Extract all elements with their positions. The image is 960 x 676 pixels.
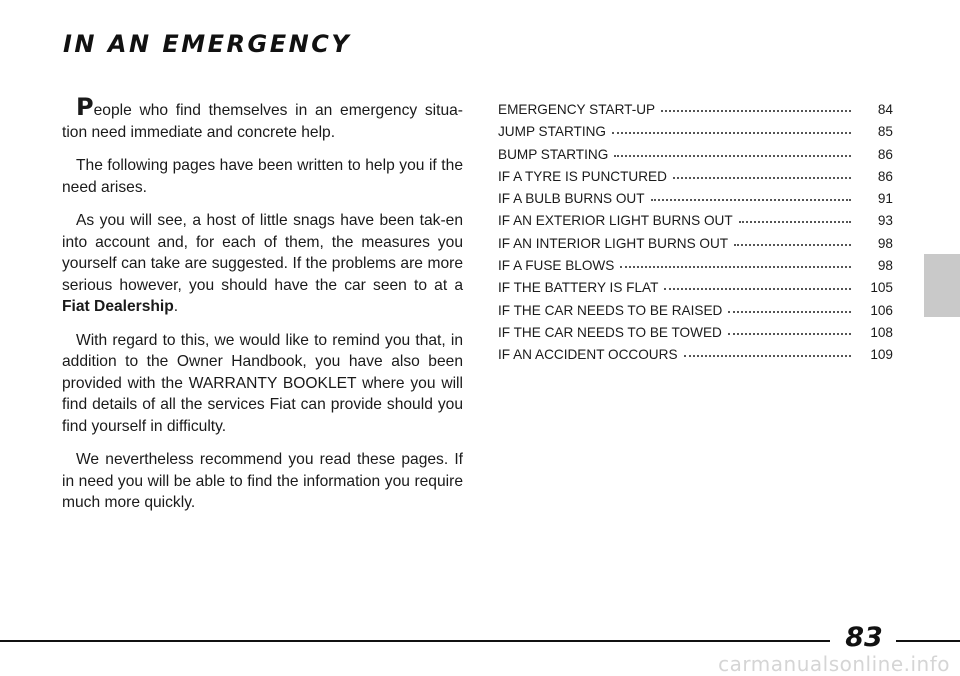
- toc-leader-dots: [651, 189, 851, 201]
- toc-entry-page: 86: [877, 168, 893, 184]
- section-side-tab: [924, 254, 960, 317]
- intro-paragraph-3-end: .: [173, 298, 179, 315]
- toc-entry-label: IF A TYRE IS PUNCTURED: [498, 168, 667, 184]
- toc-entry-page: 109: [870, 347, 893, 363]
- toc-entry-page: 108: [870, 324, 893, 340]
- toc-entry-label: IF THE CAR NEEDS TO BE RAISED: [498, 302, 723, 318]
- toc-entry-page: 93: [877, 213, 893, 229]
- toc-entry[interactable]: [498, 213, 893, 235]
- toc-leader-dots: [739, 211, 851, 223]
- toc-entry[interactable]: [498, 102, 893, 124]
- toc-leader-dots: [728, 323, 851, 335]
- footer-rule-right: [896, 640, 960, 642]
- toc-entry-page: 86: [877, 146, 893, 162]
- intro-paragraph-1-text: eople who find themselves in an emergency situa-tion need immediate and concrete help.: [62, 102, 463, 141]
- toc-leader-dots: [673, 167, 851, 179]
- toc-entry[interactable]: [498, 236, 893, 258]
- toc-entry-label: IF A BULB BURNS OUT: [498, 191, 645, 207]
- toc-entry[interactable]: [498, 280, 893, 302]
- dealership-emphasis: Fiat Dealership: [62, 298, 174, 315]
- toc-entry-label: IF A FUSE BLOWS: [498, 258, 615, 274]
- toc-entry-label: BUMP STARTING: [498, 146, 609, 162]
- toc-leader-dots: [612, 122, 851, 134]
- intro-paragraph-1: [62, 93, 463, 143]
- intro-paragraph-2: The following pages have been written to help you if the need arises.: [62, 157, 463, 196]
- toc-entry[interactable]: [498, 303, 893, 325]
- page-number: 83: [845, 622, 883, 653]
- page-title: IN AN EMERGENCY: [63, 30, 352, 58]
- intro-paragraph-5: We nevertheless recommend you read these pages. If in need you will be able to find the information you require much more quickly.: [62, 451, 463, 511]
- table-of-contents: [498, 102, 893, 370]
- toc-entry-label: JUMP STARTING: [498, 124, 607, 140]
- toc-entry[interactable]: [498, 124, 893, 146]
- toc-leader-dots: [614, 145, 851, 157]
- toc-leader-dots: [664, 278, 851, 290]
- toc-leader-dots: [728, 301, 851, 313]
- toc-entry-label: IF AN ACCIDENT OCCOURS: [498, 347, 678, 363]
- toc-entry-page: 106: [870, 302, 893, 318]
- toc-entry-label: IF AN INTERIOR LIGHT BURNS OUT: [498, 235, 729, 251]
- toc-entry-page: 98: [877, 235, 893, 251]
- intro-paragraph-3-text: As you will see, a host of little snags have been tak-en into account and, for each of them, the measures you yourself can take are suggested. If the problems are more serious however, you should have the car seen to at a: [62, 212, 463, 294]
- toc-leader-dots: [661, 100, 851, 112]
- intro-paragraph-3: [62, 210, 463, 318]
- toc-entry-page: 84: [877, 102, 893, 117]
- toc-entry-label: EMERGENCY START-UP: [498, 102, 656, 117]
- toc-entry-page: 105: [870, 280, 893, 296]
- toc-entry-page: 91: [877, 191, 893, 207]
- toc-entry-label: IF THE BATTERY IS FLAT: [498, 280, 659, 296]
- toc-leader-dots: [684, 345, 851, 357]
- toc-entry[interactable]: [498, 191, 893, 213]
- watermark: carmanualsonline.info: [718, 652, 950, 676]
- toc-entry[interactable]: [498, 347, 893, 369]
- toc-leader-dots: [620, 256, 851, 268]
- toc-entry[interactable]: [498, 147, 893, 169]
- intro-paragraph-4: With regard to this, we would like to remind you that, in addition to the Owner Handbook, you have also been provided with the WARRANTY BOOKLET where you will find details of all the services Fiat can provide should you find yourself in difficulty.: [62, 331, 463, 435]
- toc-entry-label: IF THE CAR NEEDS TO BE TOWED: [498, 324, 722, 340]
- toc-leader-dots: [734, 234, 851, 246]
- drop-cap: P: [76, 93, 94, 121]
- toc-entry-page: 85: [877, 124, 893, 140]
- toc-entry[interactable]: [498, 258, 893, 280]
- toc-entry-page: 98: [877, 258, 893, 274]
- toc-entry-label: IF AN EXTERIOR LIGHT BURNS OUT: [498, 213, 733, 229]
- intro-text: [62, 93, 463, 526]
- footer-rule-left: [0, 640, 830, 642]
- toc-entry[interactable]: [498, 169, 893, 191]
- toc-entry[interactable]: [498, 325, 893, 347]
